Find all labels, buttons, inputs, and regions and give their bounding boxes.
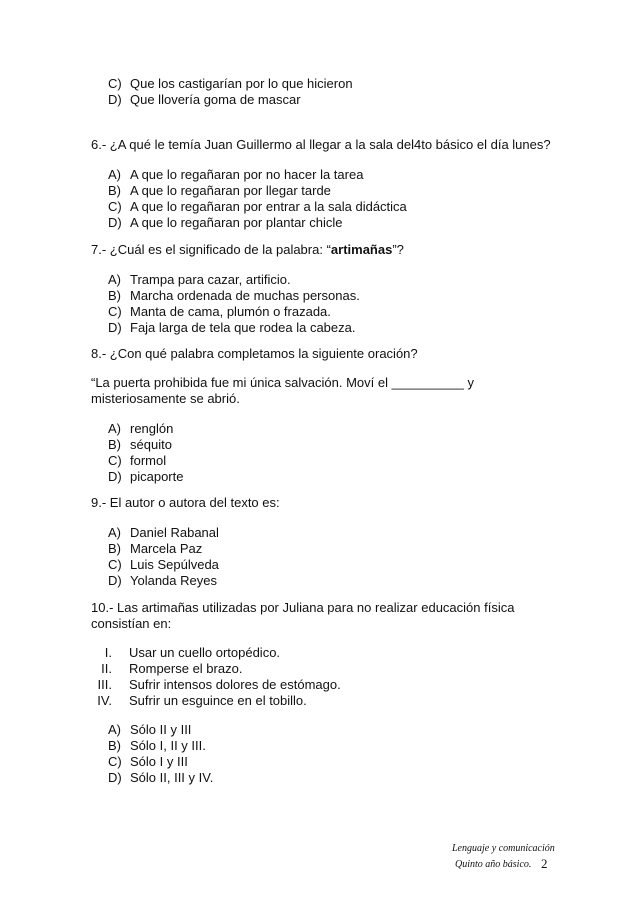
question-9-prompt: 9.- El autor o autora del texto es: xyxy=(91,495,280,510)
question-10-prompt-line-1: 10.- Las artimañas utilizadas por Juliana para no realizar educación física xyxy=(91,600,515,615)
q8-sentence-line-1: “La puerta prohibida fue mi única salvación. Moví el __________ y xyxy=(91,375,475,390)
question-6-prompt: 6.- ¿A qué le temía Juan Guillermo al llegar a la sala del4to básico el día lunes? xyxy=(91,137,551,152)
question-8-prompt: 8.- ¿Con qué palabra completamos la siguiente oración? xyxy=(91,346,418,361)
footer-grade: Quinto año básico. xyxy=(455,859,532,870)
question-10-prompt-line-2: consistían en: xyxy=(91,616,172,631)
document-page: C) Que los castigarían por lo que hicieron D) Que llovería goma de mascar 6.- ¿A qué le temía Juan Guillermo al llegar a la sala del4to básico el día lunes? A) A que lo regañaran por no hacer la tarea B) A que lo regañaran por llegar tarde C) A que lo regañaran por entrar a la sala didáctica D) A que lo regañaran por plantar chicle 7.- ¿Cuál es el significado de la palabra: “artimañas”? A) Trampa para cazar, artificio. B) Marcha ordenada de muchas personas. C) Manta de cama, plumón o frazada. D) Faja larga de tela que rodea la cabeza. 8.- ¿Con qué palabra completamos la siguiente oración? “La puerta prohibida fue mi única salvación. Moví el __________ y misteriosamente se abrió. A) renglón B) séquito C) formol D) picaporte 9.- El autor o autora del texto es: A) Daniel Rabanal B) Marcela Paz C) Luis Sepúlveda D) Yolanda Reyes 10.- Las artimañas utilizadas por Juliana para no realizar educación física consistían en: I. Usar un cuello ortopédico. II. Romperse el brazo. III. Sufrir intensos dolores de estómago. IV. Sufrir un esguince en el tobillo. A) Sólo II y III B) Sólo I, II y III. C) Sólo I y III D) Sólo II, III y IV. Lenguaje y comunicación Quinto año básico. 2 xyxy=(91,76,555,871)
q8-sentence-line-2: misteriosamente se abrió. xyxy=(91,391,240,406)
keyword-artimanas: artimañas xyxy=(330,242,393,257)
question-7-prompt: 7.- ¿Cuál es el significado de la palabra: “artimañas”? xyxy=(91,242,404,257)
page-number: 2 xyxy=(541,856,548,871)
footer-subject: Lenguaje y comunicación xyxy=(452,843,555,854)
